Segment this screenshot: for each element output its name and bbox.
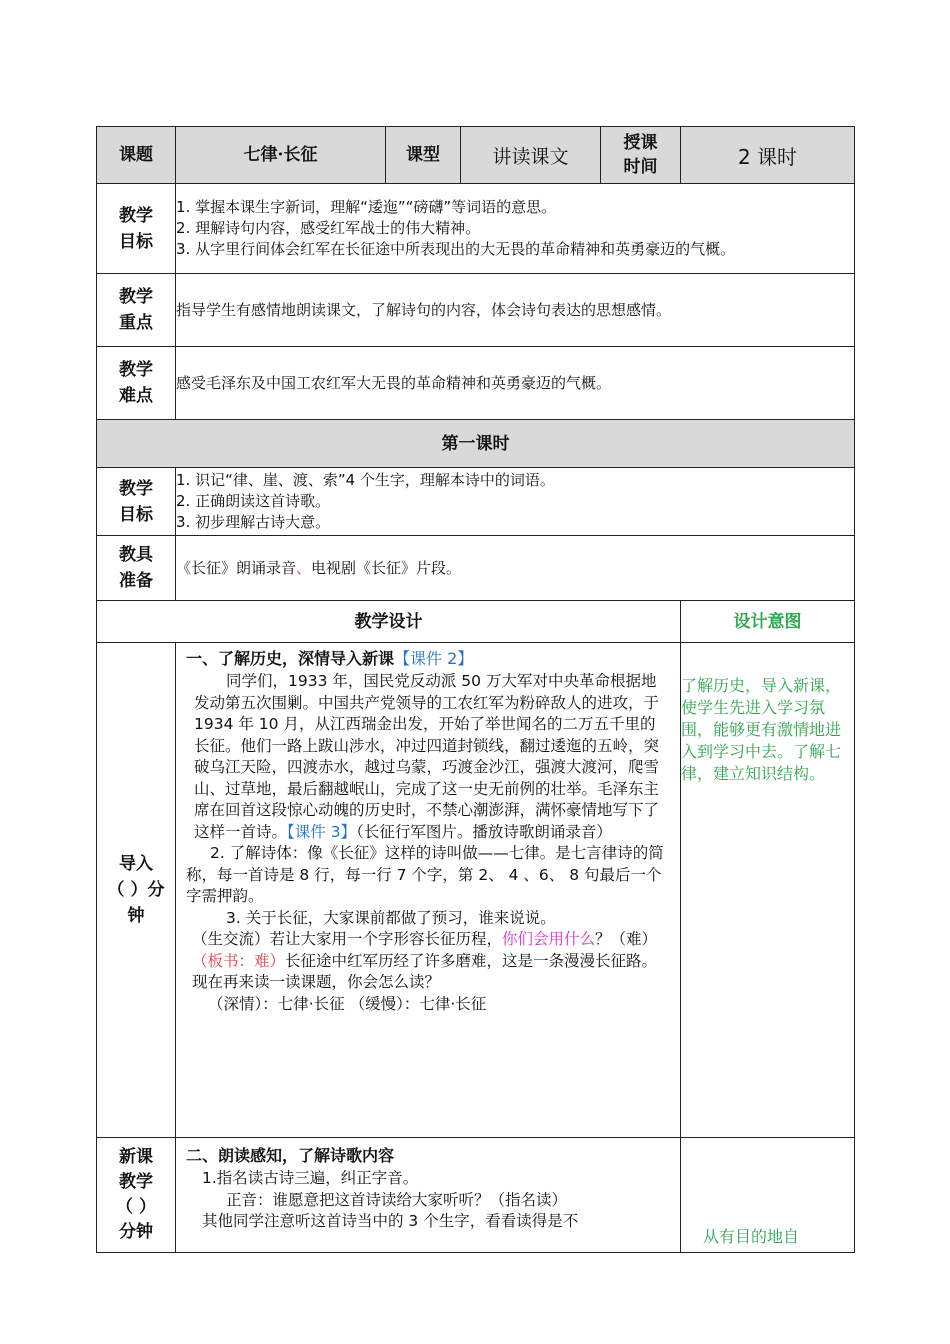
new-paragraph: 正音：谁愿意把这首诗读给大家听听？（指名读） [226, 1190, 568, 1209]
goals-row [97, 184, 855, 274]
new-paragraph: 其他同学注意听这首诗当中的 3 个生字，看看读得是不 [202, 1212, 579, 1230]
goal-item: 3. 从字里行间体会红军在长征途中所表现出的大无畏的革命精神和英勇豪迈的气概。 [176, 240, 736, 258]
intro-paragraph: 2. 了解诗体：像《长征》这样的诗叫做——七律。是七言律诗的简称，每一首诗是 8 行，每一行 7 个字，第 2、 4 、6、 8 句最后一个字需押韵。 [186, 844, 664, 905]
goal-item: 3. 初步理解古诗大意。 [176, 513, 331, 531]
header-row [97, 127, 855, 184]
difficulty-row [97, 347, 855, 420]
lesson-plan-table [96, 126, 855, 1253]
courseware-tag: 【课件 2】 [394, 649, 474, 668]
intro-paragraph: 3. 关于长征，大家课前都做了预习，谁来说说。 [226, 908, 556, 927]
intro-row [97, 643, 855, 1138]
focus-row [97, 274, 855, 347]
new-lesson-content [176, 1138, 681, 1253]
lesson1-goals-row [97, 468, 855, 536]
courseware-tag: 【课件 3】 [287, 822, 357, 841]
tools-text: 《长征》朗诵录音、电视剧《长征》片段。 [176, 536, 855, 601]
lesson1-goals-content [176, 468, 855, 536]
lesson1-title: 第一课时 [97, 420, 855, 468]
new-paragraph: 1.指名读古诗三遍，纠正字音。 [202, 1169, 419, 1187]
time-label: 授课 时间 [601, 127, 681, 184]
goal-item: 1. 掌握本课生字新词，理解“逶迤”“磅礴”等词语的意思。 [176, 198, 557, 216]
goal-item: 2. 正确朗读这首诗歌。 [176, 492, 331, 510]
design-title: 教学设计 [97, 601, 681, 643]
topic-value: 七律·长征 [176, 127, 386, 184]
new-lesson-label: 新课 教学 （ ） 分钟 [97, 1138, 176, 1253]
new-heading: 二、朗读感知，了解诗歌内容 [186, 1146, 395, 1165]
intro-intent: 了解历史，导入新课，使学生先进入学习氛围，能够更有激情地进入到学习中去。了解七律，建立知识结构。 [681, 643, 855, 1138]
new-lesson-intent: 从有目的地自 [681, 1138, 855, 1253]
intro-content [176, 643, 681, 1138]
type-label: 课型 [386, 127, 461, 184]
focus-label: 教学 重点 [97, 274, 176, 347]
intent-title: 设计意图 [681, 601, 855, 643]
difficulty-text: 感受毛泽东及中国工农红军大无畏的革命精神和英勇豪迈的气概。 [176, 347, 855, 420]
intro-paragraph: （深情）：七律·长征 （缓慢）：七律·长征 [208, 994, 487, 1013]
lesson1-goals-label: 教学 目标 [97, 468, 176, 536]
lesson1-title-row [97, 420, 855, 468]
intro-paragraph: 同学们，1933 年，国民党反动派 50 万大军对中央革命根据地发动第五次围剿。中国共产党领导的工农红军为粉碎敌人的进攻，于 1934 年 10 月，从江西瑞金出发，开始了举世闻名的二万五千里的长征。他们一路上跋山涉水，冲过四道封锁线，翻过逶迤的五岭，突破乌江天险，四渡赤水，越过乌蒙，巧渡金沙江，强渡大渡河，爬雪山、过草地，最后翻越岷山，完成了这一史无前例的壮举。毛泽东主席在回首这段惊心动魄的历史时，不禁心潮澎湃，满怀豪情地写下了这样一首诗。【课件 3】（长征行军图片。播放诗歌朗诵录音） [194, 672, 660, 841]
intro-heading: 一、了解历史，深情导入新课【课件 2】 [186, 649, 474, 668]
tools-label: 教具 准备 [97, 536, 176, 601]
topic-label: 课题 [97, 127, 176, 184]
tools-row [97, 536, 855, 601]
type-value: 讲读课文 [461, 127, 601, 184]
goals-content [176, 184, 855, 274]
goals-label: 教学 目标 [97, 184, 176, 274]
goal-item: 2. 理解诗句内容，感受红军战士的伟大精神。 [176, 219, 481, 237]
difficulty-label: 教学 难点 [97, 347, 176, 420]
intro-paragraph: （生交流）若让大家用一个字形容长征历程，你们会用什么？（难）（板书：难）长征途中红军历经了许多磨难，这是一条漫漫长征路。现在再来读一读课题，你会怎么读？ [192, 930, 658, 991]
time-value: 2 课时 [681, 127, 855, 184]
design-title-row [97, 601, 855, 643]
intro-label: 导入 （ ）分 钟 [97, 643, 176, 1138]
focus-text: 指导学生有感情地朗读课文，了解诗句的内容，体会诗句表达的思想感情。 [176, 274, 855, 347]
goal-item: 1. 识记“律、崖、渡、索”4 个生字，理解本诗中的词语。 [176, 471, 555, 489]
new-lesson-row [97, 1138, 855, 1253]
